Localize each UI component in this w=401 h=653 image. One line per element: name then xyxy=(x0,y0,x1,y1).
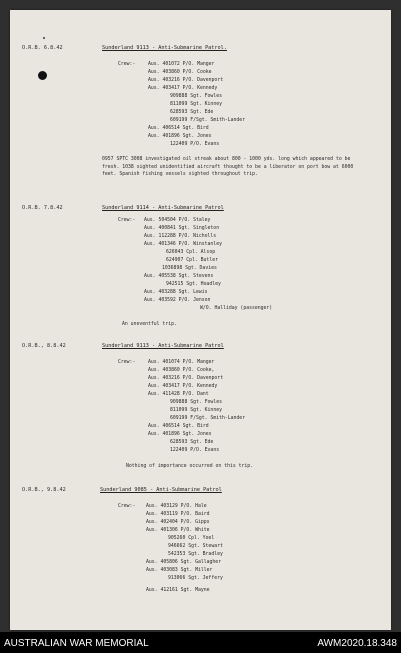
crew-member: 811099 Sgt. Kinney xyxy=(170,408,222,413)
crew-member: Aus. 406514 Sgt. Bird xyxy=(148,126,209,131)
entry-date: O.R.B. 6.8.42 xyxy=(22,45,63,51)
crew-member: 626043 Cpl. Alsop xyxy=(166,250,216,255)
crew-member: Aus. 405538 Sgt. Stevens xyxy=(144,274,214,279)
crew-member: Aus. 403417 P/O. Kennedy xyxy=(148,384,218,389)
crew-label: Crew:- xyxy=(118,360,136,365)
crew-member: Aus. 403860 P/O. Cooke, xyxy=(148,368,215,373)
crew-member: Aus. 406514 Sgt. Bird xyxy=(148,424,209,429)
crew-member: Aus. 403288 Sgt. Lewis xyxy=(144,290,208,295)
footer-accession-number: AWM2020.18.348 xyxy=(317,638,397,649)
entry-note: 0957 SPTC 3008 investigated oil streak about 800 - 1000 yds. long which appeared to be fresh. 1038 sighted unidentified aircraft thought to be a liberator on port bow at 6000 feet. Spanish fishing vessels sighted throughout trip. xyxy=(102,157,354,177)
crew-member: 946662 Sgt. Stewart xyxy=(168,544,223,549)
entry-date: O.R.B. 7.8.42 xyxy=(22,205,63,211)
crew-member: Aus. 401346 P/O. Winstanley xyxy=(144,242,222,247)
crew-member: 913066 Sgt. Jeffery xyxy=(168,576,223,581)
crew-member: Aus. 403860 P/O. Cooke xyxy=(148,70,212,75)
crew-member: 122409 P/O. Evans xyxy=(170,448,220,453)
crew-member: Aus. 504504 P/O. Staley xyxy=(144,218,211,223)
crew-member: 905260 Cpl. Yoel xyxy=(168,536,215,541)
footer-bar xyxy=(0,632,401,653)
crew-member: 942515 Sgt. Hoadley xyxy=(166,282,221,287)
crew-member: Aus. 412161 Sgt. Mayne xyxy=(146,588,210,593)
crew-label: Crew:- xyxy=(118,218,136,223)
footer-institution: AUSTRALIAN WAR MEMORIAL xyxy=(4,638,149,649)
crew-member: 909888 Sgt. Fowles xyxy=(170,94,222,99)
entry-date: O.R.B., 8.8.42 xyxy=(22,343,66,349)
crew-member: Aus. 403129 P/O. Hale xyxy=(146,504,207,509)
entry-heading: Sunderland 9113 - Anti-Submarine Patrol. xyxy=(102,45,227,51)
crew-member: Aus. 403417 P/O. Kennedy xyxy=(148,86,218,91)
entry-note: An uneventful trip. xyxy=(122,322,177,327)
crew-member: Aus. 401896 Sgt. Jones xyxy=(148,432,212,437)
crew-member: Aus. 403216 P/O. Davenport xyxy=(148,78,224,83)
crew-member: 609199 F/Sgt. Smith-Lander xyxy=(170,118,246,123)
crew-member: 909888 Sgt. Fowles xyxy=(170,400,222,405)
crew-member: 628593 Sgt. Ede xyxy=(170,110,214,115)
crew-member: 811099 Sgt. Kinney xyxy=(170,102,222,107)
crew-member: Aus. 112288 P/O. Nicholls xyxy=(144,234,217,239)
entry-note: Nothing of importance occurred on this trip. xyxy=(126,464,254,469)
crew-member: Aus. 401074 P/O. Manger xyxy=(148,360,215,365)
crew-member: 122409 P/O. Evans xyxy=(170,142,220,147)
crew-label: Crew:- xyxy=(118,62,136,67)
crew-member: Aus. 405806 Sgt. Gallagher xyxy=(146,560,222,565)
crew-member: Aus. 403216 P/O. Davenport xyxy=(148,376,224,381)
crew-member: Aus. 400841 Sgt. Singleton xyxy=(144,226,220,231)
entry-heading: Sunderland 9085 - Anti-Submarine Patrol xyxy=(100,487,222,493)
crew-member: Aus. 403119 P/O. Baird xyxy=(146,512,210,517)
crew-member: 609199 F/Sgt. Smith-Lander xyxy=(170,416,246,421)
crew-member: Aus. 403083 Sgt. Miller xyxy=(146,568,213,573)
pin-mark xyxy=(43,37,45,39)
crew-member: W/O. Halliday (passenger) xyxy=(200,306,273,311)
crew-member: 628593 Sgt. Ede xyxy=(170,440,214,445)
crew-member: Aus. 401306 P/O. White xyxy=(146,528,210,533)
crew-member: Aus. 403592 P/O. Jenson xyxy=(144,298,211,303)
entry-heading: Sunderland 9113 - Anti-Submarine Patrol xyxy=(102,343,224,349)
document-page xyxy=(10,10,391,630)
crew-member: Aus. 401896 Sgt. Jones xyxy=(148,134,212,139)
crew-member: 542353 Sgt. Bradley xyxy=(168,552,223,557)
crew-label: Crew:- xyxy=(118,504,136,509)
crew-member: Aus. 402404 P/O. Gipps xyxy=(146,520,210,525)
crew-member: 624907 Cpl. Butler xyxy=(166,258,218,263)
entry-heading: Sunderland 9114 - Anti-Submarine Patrol xyxy=(102,205,224,211)
crew-member: Aus. 401072 P/O. Manger xyxy=(148,62,215,67)
punch-hole xyxy=(38,71,47,80)
crew-member: Aus. 411428 P/O. Dant xyxy=(148,392,209,397)
entry-date: O.R.B., 9.8.42 xyxy=(22,487,66,493)
crew-member: 1036898 Sgt. Davies xyxy=(162,266,217,271)
